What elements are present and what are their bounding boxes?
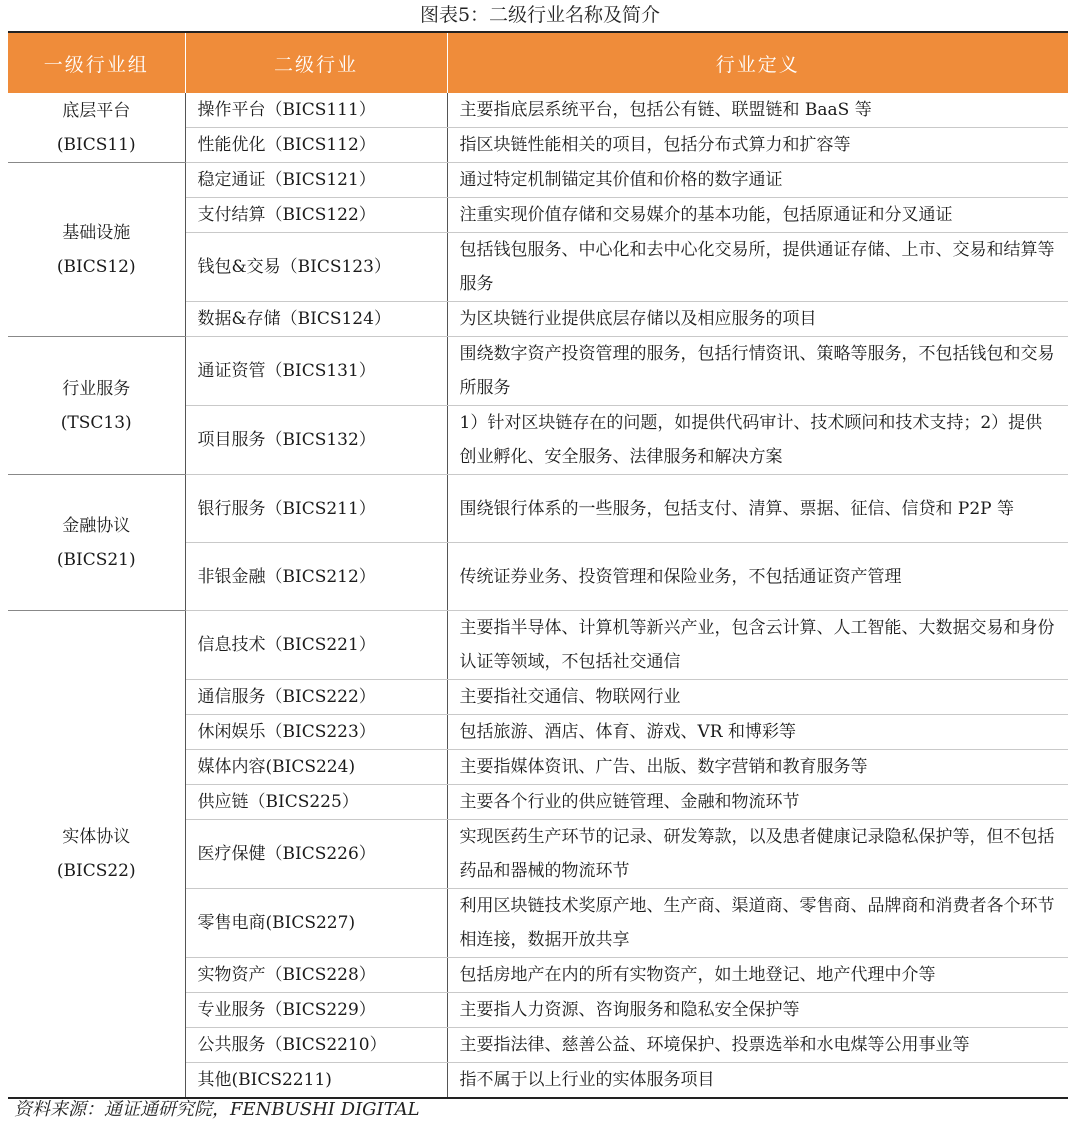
sub-industry: 操作平台（BICS111） — [185, 93, 447, 128]
table-row — [8, 93, 1068, 128]
group-code: (BICS12) — [56, 256, 136, 277]
group-cell — [8, 337, 185, 475]
sub-industry: 零售电商(BICS227) — [185, 889, 447, 958]
definition: 包括钱包服务、中心化和去中心化交易所，提供通证存储、上市、交易和结算等服务 — [447, 233, 1068, 302]
sub-industry: 信息技术（BICS221） — [185, 611, 447, 680]
definition: 主要指人力资源、咨询服务和隐私安全保护等 — [447, 993, 1068, 1028]
definition: 主要指法律、慈善公益、环境保护、投票选举和水电煤等公用事业等 — [447, 1028, 1068, 1063]
sub-industry: 医疗保健（BICS226） — [185, 820, 447, 889]
header-col-group: 一级行业组 — [8, 32, 185, 93]
sub-industry: 专业服务（BICS229） — [185, 993, 447, 1028]
group-code: (BICS21) — [56, 549, 136, 570]
definition: 主要指底层系统平台，包括公有链、联盟链和 BaaS 等 — [447, 93, 1068, 128]
sub-industry: 实物资产（BICS228） — [185, 958, 447, 993]
group-cell — [8, 475, 185, 611]
sub-industry: 银行服务（BICS211） — [185, 475, 447, 543]
definition: 主要指半导体、计算机等新兴产业，包含云计算、人工智能、大数据交易和身份认证等领域，不包括社交通信 — [447, 611, 1068, 680]
sub-industry: 钱包&交易（BICS123） — [185, 233, 447, 302]
group-name: 行业服务 — [62, 378, 131, 399]
group-cell — [8, 163, 185, 337]
group-code: (BICS11) — [56, 134, 136, 155]
definition: 包括旅游、酒店、体育、游戏、VR 和博彩等 — [447, 715, 1068, 750]
sub-industry: 数据&存储（BICS124） — [185, 302, 447, 337]
table-row — [8, 475, 1068, 543]
group-cell — [8, 611, 185, 1099]
definition: 围绕数字资产投资管理的服务，包括行情资讯、策略等服务，不包括钱包和交易所服务 — [447, 337, 1068, 406]
sub-industry: 非银金融（BICS212） — [185, 543, 447, 611]
source-note: 资料来源：通证通研究院，FENBUSHI DIGITAL — [14, 1099, 420, 1120]
definition: 利用区块链技术奖原产地、生产商、渠道商、零售商、品牌商和消费者各个环节相连接，数据开放共享 — [447, 889, 1068, 958]
definition: 实现医药生产环节的记录、研发筹款，以及患者健康记录隐私保护等，但不包括药品和器械的物流环节 — [447, 820, 1068, 889]
industry-table — [8, 31, 1068, 1099]
group-name: 底层平台 — [62, 100, 131, 121]
sub-industry: 支付结算（BICS122） — [185, 198, 447, 233]
sub-industry: 通证资管（BICS131） — [185, 337, 447, 406]
sub-industry: 稳定通证（BICS121） — [185, 163, 447, 198]
definition: 指区块链性能相关的项目，包括分布式算力和扩容等 — [447, 128, 1068, 163]
group-cell — [8, 93, 185, 163]
group-code: (BICS22) — [56, 861, 136, 881]
header-row — [8, 32, 1068, 93]
sub-industry: 项目服务（BICS132） — [185, 406, 447, 475]
definition: 为区块链行业提供底层存储以及相应服务的项目 — [447, 302, 1068, 337]
table-row — [8, 611, 1068, 680]
definition: 注重实现价值存储和交易媒介的基本功能，包括原通证和分叉通证 — [447, 198, 1068, 233]
header-col-def: 行业定义 — [447, 32, 1068, 93]
sub-industry: 媒体内容(BICS224) — [185, 750, 447, 785]
definition: 传统证券业务、投资管理和保险业务，不包括通证资产管理 — [447, 543, 1068, 611]
group-code: (TSC13) — [60, 412, 132, 433]
sub-industry: 性能优化（BICS112） — [185, 128, 447, 163]
sub-industry: 其他(BICS2211) — [185, 1063, 447, 1099]
sub-industry: 公共服务（BICS2210） — [185, 1028, 447, 1063]
group-name: 基础设施 — [62, 222, 131, 243]
definition: 通过特定机制锚定其价值和价格的数字通证 — [447, 163, 1068, 198]
table-row — [8, 163, 1068, 198]
definition: 主要指媒体资讯、广告、出版、数字营销和教育服务等 — [447, 750, 1068, 785]
table-title: 图表5：二级行业名称及简介 — [419, 4, 661, 26]
sub-industry: 通信服务（BICS222） — [185, 680, 447, 715]
header-col-sub: 二级行业 — [185, 32, 447, 93]
definition: 包括房地产在内的所有实物资产，如土地登记、地产代理中介等 — [447, 958, 1068, 993]
definition: 主要各个行业的供应链管理、金融和物流环节 — [447, 785, 1068, 820]
sub-industry: 供应链（BICS225） — [185, 785, 447, 820]
sub-industry: 休闲娱乐（BICS223） — [185, 715, 447, 750]
definition: 1）针对区块链存在的问题，如提供代码审计、技术顾问和技术支持；2）提供创业孵化、安全服务、法律服务和解决方案 — [447, 406, 1068, 475]
table-row — [8, 337, 1068, 406]
group-name: 实体协议 — [62, 827, 131, 847]
definition: 主要指社交通信、物联网行业 — [447, 680, 1068, 715]
definition: 围绕银行体系的一些服务，包括支付、清算、票据、征信、信贷和 P2P 等 — [447, 475, 1068, 543]
definition: 指不属于以上行业的实体服务项目 — [447, 1063, 1068, 1099]
group-name: 金融协议 — [62, 515, 131, 536]
